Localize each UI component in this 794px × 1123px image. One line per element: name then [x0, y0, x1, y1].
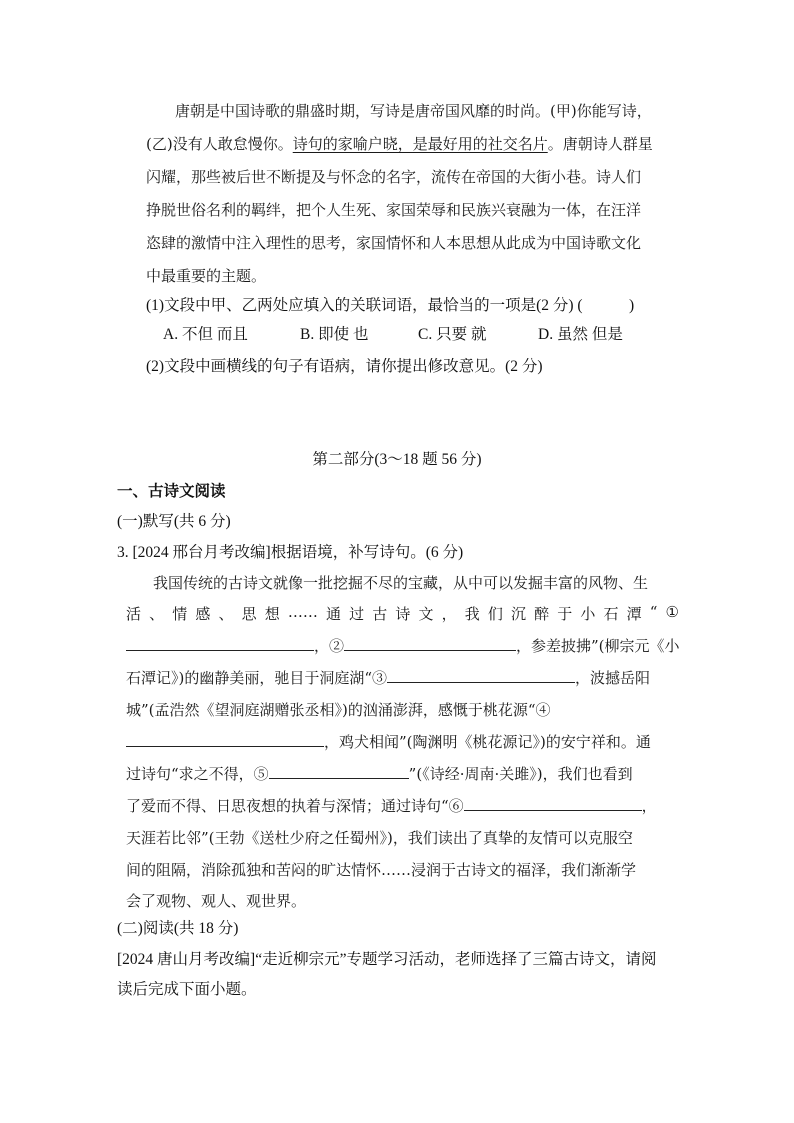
reading-intro-line: 读后完成下面小题。: [117, 981, 257, 998]
passage-line: 挣脱世俗名利的羁绊，把个人生死、家国荣辱和民族兴衰融为一体，在汪洋: [146, 201, 642, 219]
passage-line: 过诗句“求之不得，⑤ ”(《诗经·周南·关雎》)，我们也看到: [126, 765, 633, 783]
passage-line: 会了观物、观人、观世界。: [126, 892, 307, 910]
question-3: 3. [2024 邢台月考改编]根据语境，补写诗句。(6 分): [117, 544, 464, 561]
passage-line: 天涯若比邻”(王勃《送杜少府之任蜀州》)，我们读出了真挚的友情可以克服空: [126, 829, 633, 847]
passage-line: 中最重要的主题。: [146, 267, 267, 285]
passage-line-justified: 活 、 情 感 、 思 想 …… 通 过 古 诗 文 ， 我 们 沉 醉 于 小 石 潭 “ ①: [126, 603, 679, 623]
passage-text: (乙)没有人敢怠慢你。: [146, 135, 293, 153]
option-d: D. 虽然 但是: [538, 326, 623, 343]
option-b: B. 即使 也: [300, 326, 369, 343]
passage-line: 城”(孟浩然《望洞庭湖赠张丞相》)的汹涌澎湃，感慨于桃花源“④: [126, 701, 551, 719]
question-2: (2)文段中画横线的句子有语病，请你提出修改意见。(2 分): [146, 358, 543, 375]
subsection-heading: (二)阅读(共 18 分): [117, 920, 239, 937]
answer-blank-4[interactable]: [126, 732, 324, 747]
option-a: A. 不但 而且: [163, 326, 248, 343]
passage-line: 恣肆的激情中注入理性的思考，家国情怀和人本思想从此成为中国诗歌文化: [146, 234, 642, 252]
subsection-heading: (一)默写(共 6 分): [117, 513, 231, 530]
answer-blank-3[interactable]: [387, 668, 575, 683]
passage-line: 我国传统的古诗文就像一批挖掘不尽的宝藏，从中可以发掘丰富的风物、生: [153, 574, 649, 592]
underlined-sentence: 诗句的家喻户晓，是最好用的社交名片: [292, 135, 548, 153]
passage-line: ，鸡犬相闻”(陶渊明《桃花源记》)的安宁祥和。通: [126, 731, 651, 752]
passage-line: ，② ，参差披拂”(柳宗元《小: [126, 635, 680, 656]
passage-text: 。唐朝诗人群星: [547, 135, 653, 153]
reading-intro-line: [2024 唐山月考改编]“走近柳宗元”专题学习活动，老师选择了三篇古诗文，请阅: [117, 951, 657, 968]
passage-line: [146, 133, 653, 154]
option-c: C. 只要 就: [418, 326, 487, 343]
passage-line: 石潭记》)的幽静美丽，驰目于洞庭湖“③ ，波撼岳阳: [126, 669, 651, 687]
passage-line: 唐朝是中国诗歌的鼎盛时期，写诗是唐帝国风靡的时尚。(甲)你能写诗，: [175, 102, 652, 120]
part2-title: 第二部分(3～18 题 56 分): [312, 451, 482, 468]
passage-line: 间的阻隔，消除孤独和苦闷的旷达情怀……浸润于古诗文的福泽，我们渐渐学: [126, 861, 637, 879]
answer-blank-6[interactable]: [464, 796, 642, 811]
passage-line: 闪耀，那些被后世不断提及与怀念的名字，流传在帝国的大街小巷。诗人们: [146, 168, 642, 186]
passage-line: 了爱而不得、日思夜想的执着与深情；通过诗句“⑥ ，: [126, 797, 657, 815]
answer-blank-1[interactable]: [126, 636, 314, 651]
answer-blank-2[interactable]: [344, 636, 516, 651]
section-heading: 一、古诗文阅读: [117, 483, 226, 500]
answer-blank-5[interactable]: [269, 764, 409, 779]
question-1: (1)文段中甲、乙两处应填入的关联词语，最恰当的一项是(2 分) ( ): [146, 297, 635, 314]
